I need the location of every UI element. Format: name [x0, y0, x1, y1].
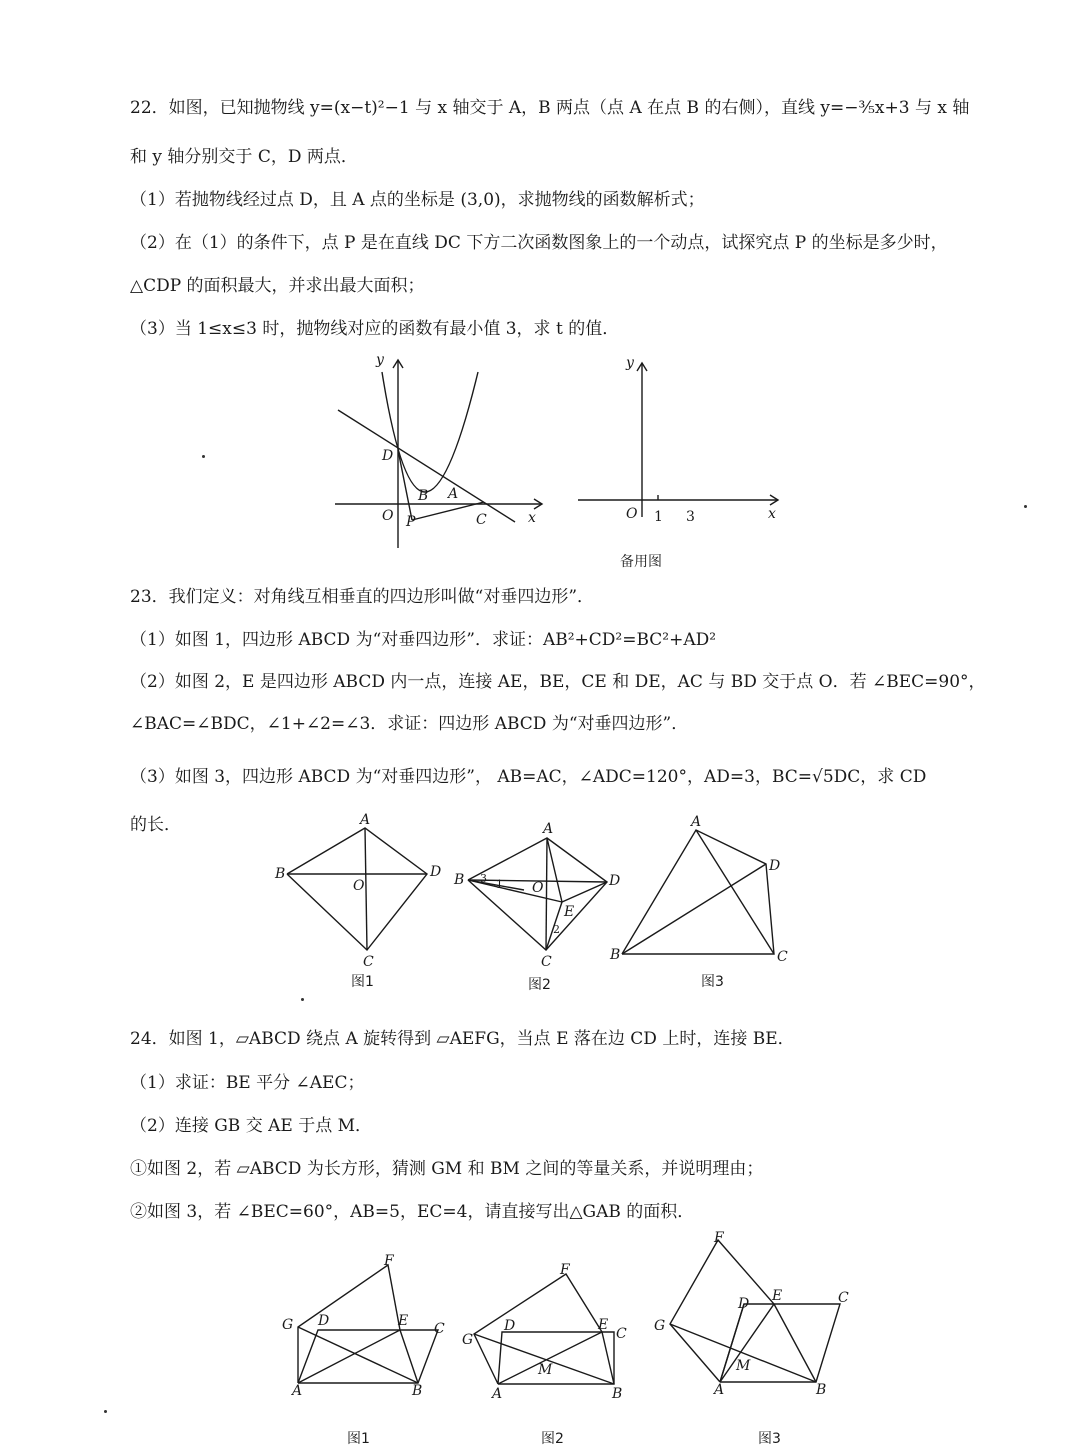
quad-abcd: [622, 830, 774, 954]
label-c: C: [541, 954, 552, 970]
q22-figure-spare: [570, 355, 790, 530]
label-c: C: [476, 512, 487, 528]
label-c: C: [777, 949, 788, 965]
q22-figure-parabola: [320, 350, 560, 560]
label-g: G: [654, 1318, 666, 1334]
label-o: O: [382, 508, 394, 524]
q23-figure-2: [452, 820, 632, 970]
label-x: x: [528, 510, 536, 526]
q23-part2-line2: ∠BAC=∠BDC，∠1+∠2=∠3．求证：四边形 ABCD 为“对垂四边形”．: [130, 714, 689, 734]
q24-fig2-caption: 图2: [541, 1431, 564, 1447]
q22-stem-line1: 22．如图，已知抛物线 y=(x−t)²−1 与 x 轴交于 A，B 两点（点 A 在点 B 的右侧），直线 y=−³⁄₅x+3 与 x 轴: [130, 98, 970, 118]
label-f: F: [384, 1253, 394, 1269]
scan-speck: [301, 998, 304, 1001]
label-a: A: [448, 486, 459, 502]
label-b: B: [816, 1382, 827, 1398]
q23-part3-line1: （3）如图 3，四边形 ABCD 为“对垂四边形”， AB=AC，∠ADC=120°，AD=3，BC=√5DC，求 CD: [130, 767, 927, 787]
parallelogram-aefg: [298, 1265, 400, 1383]
label-m: M: [736, 1358, 751, 1374]
label-g: G: [462, 1332, 474, 1348]
label-e: E: [598, 1317, 609, 1333]
label-a: A: [492, 1386, 503, 1402]
q23-figure-1: [275, 810, 445, 970]
label-b: B: [612, 1386, 623, 1402]
q24-figure-1: [280, 1253, 450, 1399]
label-b: B: [454, 872, 465, 888]
q23-part3-line2: 的长．: [130, 815, 181, 835]
q22-stem-line2: 和 y 轴分别交于 C，D 两点．: [130, 147, 358, 167]
label-f: F: [560, 1262, 570, 1278]
segment-pc: [412, 502, 484, 520]
label-b: B: [412, 1383, 423, 1399]
line-dc: [338, 410, 515, 522]
label-angle-1: 1: [496, 878, 503, 891]
q24-fig3-caption: 图3: [758, 1431, 781, 1447]
label-a: A: [292, 1383, 303, 1399]
segment-be: [602, 1332, 614, 1384]
label-o: O: [626, 506, 638, 522]
label-y: y: [376, 352, 384, 368]
label-e: E: [398, 1313, 409, 1329]
q23-fig2-caption: 图2: [528, 977, 551, 993]
label-b: B: [275, 866, 286, 882]
q23-part1: （1）如图 1，四边形 ABCD 为“对垂四边形”．求证：AB²+CD²=BC²+AD²: [130, 630, 717, 650]
tick-label-3: 3: [686, 509, 695, 525]
q24-figure-3: [652, 1232, 857, 1397]
label-f: F: [714, 1230, 724, 1246]
segment-be: [774, 1304, 816, 1382]
q23-fig3-caption: 图3: [701, 974, 724, 990]
label-e: E: [564, 904, 575, 920]
label-o: O: [353, 878, 365, 894]
label-b: B: [418, 488, 429, 504]
diagonal-bd: [622, 864, 766, 954]
label-a: A: [691, 814, 702, 830]
segment-be: [400, 1330, 418, 1383]
q24-case1: ①如图 2，若 ▱ABCD 为长方形，猜测 GM 和 BM 之间的等量关系，并说明理由；: [130, 1159, 764, 1179]
tick-label-1: 1: [654, 509, 663, 525]
q24-part2: （2）连接 GB 交 AE 于点 M．: [130, 1116, 373, 1136]
q22-part2-line2: △CDP 的面积最大，并求出最大面积；: [130, 276, 425, 296]
label-a: A: [360, 812, 371, 828]
scan-speck: [104, 1410, 107, 1413]
q24-stem: 24．如图 1，▱ABCD 绕点 A 旋转得到 ▱AEFG，当点 E 落在边 CD 上时，连接 BE．: [130, 1029, 795, 1049]
label-c: C: [434, 1321, 445, 1337]
label-a: A: [543, 821, 554, 837]
segment-dp: [398, 450, 412, 520]
q23-part2-line1: （2）如图 2，E 是四边形 ABCD 内一点，连接 AE，BE，CE 和 DE，AC 与 BD 交于点 O．若 ∠BEC=90°，: [130, 672, 986, 692]
label-angle-3: 3: [480, 872, 487, 885]
label-m: M: [538, 1362, 553, 1378]
q23-figure-3: [610, 812, 800, 967]
q24-part1: （1）求证：BE 平分 ∠AEC；: [130, 1073, 365, 1093]
scan-speck: [1024, 505, 1027, 508]
label-d: D: [609, 873, 621, 889]
q24-figure-2: [462, 1262, 637, 1402]
label-d: D: [430, 864, 442, 880]
label-y: y: [626, 355, 634, 371]
label-d: D: [382, 448, 394, 464]
label-angle-2: 2: [553, 923, 560, 936]
parallelogram-aefg: [670, 1240, 774, 1382]
segment-de: [562, 882, 607, 902]
segment-gb: [298, 1327, 418, 1383]
parabola: [382, 372, 478, 492]
label-d: D: [318, 1313, 330, 1329]
label-d: D: [769, 858, 781, 874]
label-c: C: [838, 1290, 849, 1306]
rectangle-abcd: [498, 1332, 614, 1384]
label-x: x: [768, 506, 776, 522]
q22-spare-caption: 备用图: [620, 554, 662, 570]
label-d: D: [738, 1296, 750, 1312]
q24-fig1-caption: 图1: [347, 1431, 370, 1447]
label-e: E: [772, 1288, 783, 1304]
label-c: C: [616, 1326, 627, 1342]
q22-part3: （3）当 1≤x≤3 时，抛物线对应的函数有最小值 3，求 t 的值．: [130, 319, 620, 339]
label-c: C: [363, 954, 374, 970]
q23-stem: 23．我们定义：对角线互相垂直的四边形叫做“对垂四边形”．: [130, 587, 595, 607]
scan-speck: [202, 455, 205, 458]
q24-case2: ②如图 3，若 ∠BEC=60°，AB=5，EC=4，请直接写出△GAB 的面积．: [130, 1202, 695, 1222]
label-p: P: [406, 514, 416, 530]
label-g: G: [282, 1317, 294, 1333]
diagonal-ac: [546, 838, 547, 950]
label-o: O: [532, 880, 544, 896]
q22-part1: （1）若抛物线经过点 D，且 A 点的坐标是 (3,0)，求抛物线的函数解析式；: [130, 190, 705, 210]
label-a: A: [714, 1382, 725, 1398]
diagonal-ac: [365, 828, 367, 950]
label-d: D: [504, 1318, 516, 1334]
label-b: B: [610, 947, 621, 963]
q23-fig1-caption: 图1: [351, 974, 374, 990]
parallelogram-abcd: [298, 1330, 438, 1383]
q22-part2-line1: （2）在（1）的条件下，点 P 是在直线 DC 下方二次函数图象上的一个动点，试探究点 P 的坐标是多少时，: [130, 233, 948, 253]
